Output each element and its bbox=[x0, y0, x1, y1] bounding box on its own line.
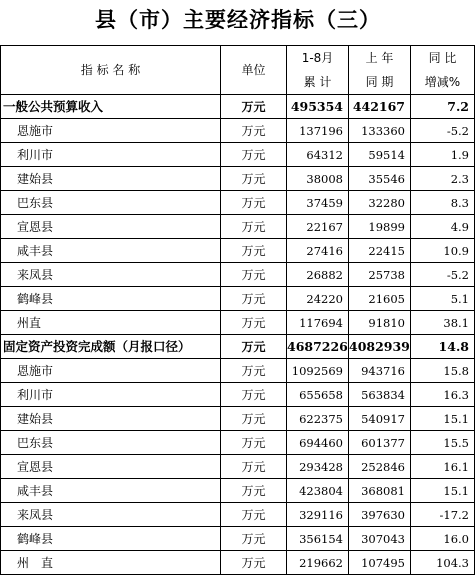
header-current-top: 1-8月 bbox=[287, 46, 349, 71]
change-percent: -5.2 bbox=[411, 263, 475, 287]
change-percent: 15.1 bbox=[411, 479, 475, 503]
previous-value: 397630 bbox=[349, 503, 411, 527]
table-row bbox=[1, 119, 475, 143]
previous-value: 943716 bbox=[349, 359, 411, 383]
current-value: 27416 bbox=[287, 239, 349, 263]
region-name: 鹤峰县 bbox=[1, 287, 221, 311]
unit-cell: 万元 bbox=[221, 359, 287, 383]
change-percent: 16.1 bbox=[411, 455, 475, 479]
table-row bbox=[1, 287, 475, 311]
current-value: 64312 bbox=[287, 143, 349, 167]
previous-value: 22415 bbox=[349, 239, 411, 263]
change-percent: 16.0 bbox=[411, 527, 475, 551]
unit-cell: 万元 bbox=[221, 455, 287, 479]
region-name: 巴东县 bbox=[1, 431, 221, 455]
section-name: 固定资产投资完成额（月报口径） bbox=[1, 335, 221, 359]
region-name: 建始县 bbox=[1, 407, 221, 431]
region-name: 鹤峰县 bbox=[1, 527, 221, 551]
unit-cell: 万元 bbox=[221, 551, 287, 575]
unit-cell: 万元 bbox=[221, 143, 287, 167]
table-row bbox=[1, 143, 475, 167]
previous-value: 107495 bbox=[349, 551, 411, 575]
current-value: 694460 bbox=[287, 431, 349, 455]
region-name: 巴东县 bbox=[1, 191, 221, 215]
current-value: 37459 bbox=[287, 191, 349, 215]
table-row bbox=[1, 191, 475, 215]
previous-value: 442167 bbox=[349, 95, 411, 119]
unit-cell: 万元 bbox=[221, 431, 287, 455]
unit-cell: 万元 bbox=[221, 287, 287, 311]
previous-value: 4082939 bbox=[349, 335, 411, 359]
unit-cell: 万元 bbox=[221, 503, 287, 527]
header-row-top bbox=[1, 46, 475, 71]
region-name: 咸丰县 bbox=[1, 239, 221, 263]
section-name: 一般公共预算收入 bbox=[1, 95, 221, 119]
current-value: 495354 bbox=[287, 95, 349, 119]
current-value: 329116 bbox=[287, 503, 349, 527]
region-name: 恩施市 bbox=[1, 119, 221, 143]
header-previous-bottom: 同 期 bbox=[349, 70, 411, 95]
previous-value: 59514 bbox=[349, 143, 411, 167]
previous-value: 252846 bbox=[349, 455, 411, 479]
change-percent: -17.2 bbox=[411, 503, 475, 527]
table-row bbox=[1, 527, 475, 551]
section-total-row bbox=[1, 335, 475, 359]
unit-cell: 万元 bbox=[221, 167, 287, 191]
unit-cell: 万元 bbox=[221, 95, 287, 119]
region-name: 来凤县 bbox=[1, 503, 221, 527]
change-percent: 8.3 bbox=[411, 191, 475, 215]
change-percent: 7.2 bbox=[411, 95, 475, 119]
region-name: 咸丰县 bbox=[1, 479, 221, 503]
change-percent: 14.8 bbox=[411, 335, 475, 359]
unit-cell: 万元 bbox=[221, 119, 287, 143]
current-value: 137196 bbox=[287, 119, 349, 143]
current-value: 219662 bbox=[287, 551, 349, 575]
table-row bbox=[1, 239, 475, 263]
previous-value: 368081 bbox=[349, 479, 411, 503]
change-percent: 5.1 bbox=[411, 287, 475, 311]
table-row bbox=[1, 455, 475, 479]
table-row bbox=[1, 215, 475, 239]
change-percent: 15.8 bbox=[411, 359, 475, 383]
current-value: 26882 bbox=[287, 263, 349, 287]
previous-value: 32280 bbox=[349, 191, 411, 215]
current-value: 655658 bbox=[287, 383, 349, 407]
header-indicator: 指 标 名 称 bbox=[1, 46, 221, 95]
region-name: 利川市 bbox=[1, 143, 221, 167]
header-unit: 单位 bbox=[221, 46, 287, 95]
change-percent: 10.9 bbox=[411, 239, 475, 263]
page-title: 县（市）主要经济指标（三） bbox=[95, 8, 381, 32]
unit-cell: 万元 bbox=[221, 407, 287, 431]
unit-cell: 万元 bbox=[221, 335, 287, 359]
change-percent: 4.9 bbox=[411, 215, 475, 239]
header-change-bottom: 增减% bbox=[411, 70, 475, 95]
table-row bbox=[1, 407, 475, 431]
previous-value: 601377 bbox=[349, 431, 411, 455]
unit-cell: 万元 bbox=[221, 239, 287, 263]
region-name: 来凤县 bbox=[1, 263, 221, 287]
previous-value: 19899 bbox=[349, 215, 411, 239]
current-value: 4687226 bbox=[287, 335, 349, 359]
table-row bbox=[1, 359, 475, 383]
current-value: 24220 bbox=[287, 287, 349, 311]
current-value: 423804 bbox=[287, 479, 349, 503]
region-name: 州 直 bbox=[1, 551, 221, 575]
previous-value: 563834 bbox=[349, 383, 411, 407]
region-name: 利川市 bbox=[1, 383, 221, 407]
table-row bbox=[1, 167, 475, 191]
change-percent: 15.5 bbox=[411, 431, 475, 455]
change-percent: 2.3 bbox=[411, 167, 475, 191]
current-value: 356154 bbox=[287, 527, 349, 551]
table-row bbox=[1, 479, 475, 503]
table-body bbox=[1, 46, 475, 575]
region-name: 建始县 bbox=[1, 167, 221, 191]
unit-cell: 万元 bbox=[221, 215, 287, 239]
current-value: 1092569 bbox=[287, 359, 349, 383]
change-percent: 38.1 bbox=[411, 311, 475, 335]
change-percent: 15.1 bbox=[411, 407, 475, 431]
previous-value: 91810 bbox=[349, 311, 411, 335]
change-percent: 16.3 bbox=[411, 383, 475, 407]
unit-cell: 万元 bbox=[221, 263, 287, 287]
unit-cell: 万元 bbox=[221, 311, 287, 335]
table-row bbox=[1, 263, 475, 287]
previous-value: 35546 bbox=[349, 167, 411, 191]
unit-cell: 万元 bbox=[221, 479, 287, 503]
indicator-table bbox=[0, 45, 475, 575]
header-change-top: 同 比 bbox=[411, 46, 475, 71]
unit-cell: 万元 bbox=[221, 191, 287, 215]
table-row bbox=[1, 431, 475, 455]
table-row bbox=[1, 383, 475, 407]
change-percent: -5.2 bbox=[411, 119, 475, 143]
table-row bbox=[1, 311, 475, 335]
table-row bbox=[1, 503, 475, 527]
change-percent: 1.9 bbox=[411, 143, 475, 167]
current-value: 38008 bbox=[287, 167, 349, 191]
previous-value: 25738 bbox=[349, 263, 411, 287]
unit-cell: 万元 bbox=[221, 383, 287, 407]
current-value: 293428 bbox=[287, 455, 349, 479]
current-value: 22167 bbox=[287, 215, 349, 239]
header-current-bottom: 累 计 bbox=[287, 70, 349, 95]
current-value: 622375 bbox=[287, 407, 349, 431]
change-percent: 104.3 bbox=[411, 551, 475, 575]
unit-cell: 万元 bbox=[221, 527, 287, 551]
previous-value: 133360 bbox=[349, 119, 411, 143]
header-previous-top: 上 年 bbox=[349, 46, 411, 71]
region-name: 宣恩县 bbox=[1, 455, 221, 479]
region-name: 州直 bbox=[1, 311, 221, 335]
current-value: 117694 bbox=[287, 311, 349, 335]
previous-value: 21605 bbox=[349, 287, 411, 311]
previous-value: 540917 bbox=[349, 407, 411, 431]
indicator-table-wrap bbox=[0, 45, 474, 575]
region-name: 宣恩县 bbox=[1, 215, 221, 239]
previous-value: 307043 bbox=[349, 527, 411, 551]
region-name: 恩施市 bbox=[1, 359, 221, 383]
section-total-row bbox=[1, 95, 475, 119]
